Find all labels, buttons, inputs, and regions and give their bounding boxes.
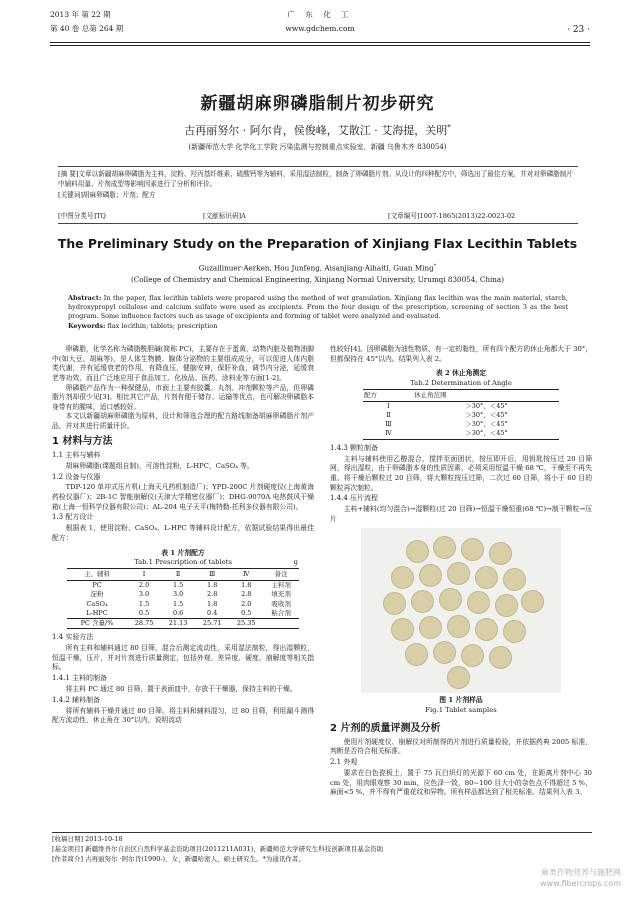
right-column <box>330 345 592 798</box>
section-1-4-4-text: 主料+辅料(均匀混合)→湿颗粒(过 20 目筛)→恒温干燥恒重(68 ℃)→制干颗粒→压片 <box>330 505 592 523</box>
table-cell: PC 含量/% <box>80 618 114 627</box>
tablet-sample <box>406 540 429 563</box>
section-1-3-text: 根据表 1，使用淀粉、CaSO₄、L-HPC 等辅料设计配方，依据试验结果得出最佳配方： <box>52 524 314 542</box>
table-2-caption-cn: 表 2 休止角测定 <box>435 369 487 378</box>
figure-1-caption-en: Fig.1 Tablet samples <box>425 706 497 715</box>
table-cell: 21.13 <box>168 618 188 627</box>
year-issue: 2013 年 第 22 期 <box>50 10 111 19</box>
tablet-sample <box>475 566 498 589</box>
tablet-sample <box>439 588 462 611</box>
tablet-samples-photo <box>361 528 561 693</box>
table-cell: Ⅰ <box>387 401 390 410</box>
table-row <box>67 590 299 599</box>
table-1-header: 备注 <box>274 569 288 578</box>
table-cell: 1.8 <box>241 581 252 590</box>
table-row <box>363 420 559 429</box>
table-cell: ＞30°、＜45° <box>465 429 508 438</box>
table-cell: Ⅱ <box>386 411 391 419</box>
table-row <box>67 609 299 619</box>
section-1-1-text: 胡麻卵磷脂(课题组自制)，可溶性淀粉，L-HPC，CaSO₄ 等。 <box>65 461 254 470</box>
table-cell: 25.35 <box>236 618 256 627</box>
tablet-sample <box>411 590 434 613</box>
watermark-url: www.fibercrops.com <box>540 878 621 888</box>
table-1-header-row <box>67 568 299 580</box>
author-info: [作者简介] 古再丽努尔 ·阿尔肯(1990-)，女，新疆哈密人，硕士研究生。*为通讯作者。 <box>52 854 305 863</box>
document-code: [文献标识码]A <box>203 212 246 220</box>
table-cell: 0.4 <box>207 608 218 617</box>
abstract-bottom-rule <box>58 223 578 224</box>
table-cell: ＞30°、＜45° <box>465 420 508 429</box>
left-column <box>52 345 314 726</box>
table-cell: Ⅳ <box>385 429 392 438</box>
table-2-header: 配方 <box>364 390 377 399</box>
table-2 <box>330 369 592 439</box>
table-cell: CaSO₄ <box>86 599 108 608</box>
table-cell: 主料剂 <box>271 581 291 590</box>
tablet-sample <box>461 644 484 667</box>
table-cell: 1.5 <box>138 599 150 608</box>
english-abstract <box>68 294 568 331</box>
table-cell: 粘合剂 <box>271 608 291 617</box>
abstract-label: Abstract: <box>68 294 102 302</box>
table-cell: ＞30°、＜45° <box>465 411 508 419</box>
intro-paragraph-3: 本文以新疆胡麻卵磷脂为原料，设计和筛选合理的配方路线制备胡麻卵磷脂片剂产品，并对其进行质量评价。 <box>52 412 314 431</box>
abstract-en-text: In the paper, flax lecithin tablets were prepared using the method of wet granulation. Xinjiang flax lecithin was the main material, starch, hydroxypropyl cellulose and calcium sulfate were used as excipients. From the four design of the prescription, screening of section 3 as the best program. Some influence factors such as usage of excipients and forming of tablet were analyzed and evaluated. <box>68 294 568 321</box>
figure-1-caption-cn: 图 1 片剂样品 <box>439 696 483 705</box>
abstract-top-rule <box>58 166 578 167</box>
table-cell: 2.0 <box>138 581 150 590</box>
table-cell: 2.8 <box>207 590 218 599</box>
section-1-4-4-heading: 1.4.4 压片流程 <box>330 494 379 503</box>
section-1-4-2-text: 将所有辅料干燥并通过 80 目筛。将主料和辅料混匀，过 80 目筛，利用漏斗测得配方流动性，休止角在 30°以内，说明流动 <box>52 706 314 725</box>
keywords-en: flax lecithin; tablets; prescription <box>107 321 218 330</box>
tablet-sample <box>467 591 490 614</box>
tablet-sample <box>433 536 456 559</box>
tablet-sample <box>475 618 498 641</box>
table-1 <box>52 549 314 630</box>
table-1-grid <box>67 568 299 629</box>
volume-info: 第 40 卷 总第 264 期 <box>50 24 124 33</box>
table-cell: ＞30°、＜45° <box>465 401 508 410</box>
table-row <box>363 429 559 439</box>
class-number: [中图分类号]TQ <box>58 212 106 220</box>
table-1-header: Ⅰ <box>142 569 146 578</box>
table-cell: 0.6 <box>172 608 184 617</box>
section-1-4-1-text: 将主料 PC 通过 80 目筛，置于表面皿中，存放于干燥器，保持主料的干燥。 <box>65 685 297 693</box>
table-2-caption-en: Tab.2 Determination of Angle <box>410 378 512 387</box>
table-cell: PC <box>92 581 102 590</box>
article-number: [文章编号]1007-1865(2013)22-0023-02 <box>388 212 516 220</box>
section-1-4-heading: 1.4 实验方法 <box>52 633 94 642</box>
table-1-caption-en: Tab.1 Prescription of tablets <box>134 558 232 567</box>
tablet-sample <box>447 562 470 585</box>
section-1-heading: 1 材料与方法 <box>52 435 113 447</box>
intro-paragraph-2: 卵磷脂产品作为一种保健品，市面上主要有胶囊、丸剂、冲剂颗粒等产品，但卵磷脂片剂却很少见[3]。相比其它产品，片剂有便于储存、运输等优点，也可解决卵磷脂本身带有的腥味，适口感较好。 <box>52 383 314 411</box>
tablet-sample <box>489 542 512 565</box>
section-1-4-3-text: 主料与辅料使用乙醇混合，搅拌至面团状，按压即开后，用钥匙按压过 20 目筛网，得出湿粒，由于卵磷脂本身的性质因素，必须采用恒温干燥 68 ℃，干燥至不再失重。将干燥后颗粒过 20 目筛，将大颗粒按压过筛，二次过 60 目筛，将小于 60 目的颗粒再次制粒。 <box>330 454 592 492</box>
table-cell: 3.0 <box>172 590 184 599</box>
table-row <box>363 411 559 420</box>
table-row <box>67 581 299 591</box>
english-affiliation: (College of Chemistry and Chemical Engineering, Xinjiang Normal University, Urumqi 830054, China) <box>130 275 505 284</box>
section-1-1-heading: 1.1 主料与辅料 <box>52 450 101 459</box>
tablet-sample <box>383 592 406 615</box>
table-cell: 1.8 <box>207 581 218 590</box>
table-1-caption-cn: 表 1 片剂配方 <box>161 548 205 557</box>
watermark <box>540 867 621 889</box>
tablet-sample <box>391 566 414 589</box>
table-cell <box>263 618 299 628</box>
abstract-cn-text: [摘 要]文章以新疆胡麻卵磷脂为主料，淀粉、羟丙基纤维素、硫酸钙等为辅料，采用湿法制粒，制备了卵磷脂片剂。从设计的四种配方中，筛选出了最佳方案，并对对卵磷脂制片中辅料用量、片剂成型等影响因素进行了分析和评价。 <box>58 170 573 188</box>
table-1-header: Ⅱ <box>175 569 181 578</box>
section-1-4-1-heading: 1.4.1 主料的制备 <box>52 674 108 683</box>
keywords-label: Keywords: <box>68 321 106 330</box>
received-date: [收稿日期] 2013-10-18 <box>52 835 123 843</box>
section-2-1-heading: 2.1 外观 <box>330 758 358 767</box>
table-cell: 0.5 <box>241 608 252 617</box>
section-1-2-heading: 1.2 设备与仪器 <box>52 472 101 481</box>
table-cell: Ⅲ <box>385 420 392 429</box>
table-2-header: 休止角范围 <box>414 390 447 399</box>
intro-paragraph-1: 卵磷脂，化学名称为磷脂酰胆碱(简称 PC)，主要存在于蛋黄、动物内脏及植物油脚中(如大豆、胡麻等)，是人体生物膜、腺体分泌物的主要组成成分，可以促进人体内脂类代谢，并有延缓衰老的作用，有降血压，健脑安神，保肝补血，调节内分泌，延缓衰老等功效，而且广泛地应用于食品加工、化妆品、医药、涂料业等方面[1-2]。 <box>52 345 314 382</box>
header-rule <box>50 42 590 43</box>
section-1-3-heading: 1.3 配方设计 <box>52 513 94 522</box>
paper-title: 新疆胡麻卵磷脂制片初步研究 <box>200 94 435 114</box>
page-number: · 23 · <box>567 25 590 35</box>
tablet-sample <box>433 641 456 664</box>
table-1-caption-row <box>52 558 314 568</box>
table-cell: 1.5 <box>172 581 184 590</box>
table-1-header: Ⅲ <box>209 569 216 578</box>
table-cell: L-HPC <box>86 608 108 617</box>
table-1-header: Ⅳ <box>242 569 250 578</box>
table-cell: 1.5 <box>172 599 184 608</box>
table-1-footer-row <box>67 618 299 628</box>
section-1-4-3-heading: 1.4.3 颗粒制备 <box>330 443 379 452</box>
table-2-header-row <box>363 389 559 401</box>
table-1-header: 主、辅料 <box>84 569 110 578</box>
tablet-sample <box>405 643 428 666</box>
section-2-1-text: 要求在白色瓷板上，置于 75 瓦白炽灯的光源下 60 cm 处，在距离片剂中心 30 cm 处，用肉眼观察 30 min，应色泽一致，80~100 目大小的杂色点不得超过 5 %，麻面<5 %，并不得有严重花纹和异物。所有样品都达到了相关标准。结果列入表 3。 <box>330 769 592 797</box>
table-cell: 25.71 <box>202 618 222 627</box>
article-footnotes <box>52 832 592 864</box>
table-cell: 淀粉 <box>90 590 104 599</box>
english-title: The Preliminary Study on the Preparation of Xinjiang Flax Lecithin Tablets <box>57 236 578 251</box>
table-cell: 吸收剂 <box>271 599 291 608</box>
journal-name: 广 东 化 工 <box>287 10 353 19</box>
tablet-sample <box>495 594 518 617</box>
english-authors: Guzailinuer·Aerken, Hou Junfeng, Aisanjiang·Aihaiti, Guan Ming* <box>198 263 437 273</box>
tablet-sample <box>447 666 470 689</box>
table-2-grid <box>363 389 559 440</box>
tablet-sample <box>521 590 544 613</box>
table-cell: 28.75 <box>134 618 154 627</box>
paper-authors: 古再丽努尔 · 阿尔肯，侯俊峰，艾散江 · 艾海提，关明* <box>184 123 451 137</box>
corresponding-mark: * <box>447 123 451 132</box>
table-cell: 0.5 <box>138 608 150 617</box>
section-1-4-text: 所有主料和辅料通过 80 目筛，混合后测定流动性，采用湿法制粒，得出湿颗粒，恒温干燥，压片，并对片剂进行质量测定，包括外观、差异度、硬度、崩解度等相关指标。 <box>52 644 314 672</box>
tablet-sample <box>503 620 526 643</box>
fund-info: [基金项目] 新疆维吾尔自治区自然科学基金资助项目(2011211A031)，新疆师范大学研究生科技创新项目基金资助 <box>52 844 384 853</box>
table-cell: 2.8 <box>241 590 252 599</box>
table-cell: 3.0 <box>138 590 150 599</box>
tablet-sample <box>419 564 442 587</box>
watermark-cn: 麻类作物营养与施肥网 <box>541 867 621 877</box>
section-1-2-text: TDP-120 单冲式压片机(上海天凡药机制造厂)；YPD-200C 片剂硬度仪(上海黄海药检仪器厂)；2B-1C 智能崩解仪(天津大学精密仪器厂)；DHG-9070A 电热鼓风干燥箱(上海一恒科学仪器有限公司)；AL-204 电子天平(梅特勒-托利多仪器有限公司)。 <box>52 483 314 511</box>
table-1-unit: g <box>293 558 298 567</box>
table-row <box>363 401 559 411</box>
affiliation: (新疆师范大学 化学化工学院 污染监测与控制重点实验室，新疆 乌鲁木齐 830054) <box>188 143 447 151</box>
tablet-sample <box>447 615 470 638</box>
table-cell: 2.0 <box>241 599 252 608</box>
section-2-text: 使用片剂硬度仪、崩解仪对所制得的片剂进行质量检验，并依据药典 2005 标准，判断是否符合相关标准。 <box>330 737 592 756</box>
tablet-sample <box>503 568 526 591</box>
tablet-sample <box>419 616 442 639</box>
section-2-heading: 2 片剂的质量评测及分析 <box>330 722 441 734</box>
table-cell: 填充剂 <box>271 590 291 599</box>
section-1-4-2-heading: 1.4.2 辅料制备 <box>52 695 101 704</box>
table-cell: 1.8 <box>207 599 218 608</box>
journal-website[interactable]: www.gdchem.com <box>285 24 355 33</box>
header-rule-thin <box>50 45 590 46</box>
tablet-sample <box>489 646 512 669</box>
keywords-cn: [关键词]胡麻卵磷脂；片剂；配方 <box>58 191 156 200</box>
tablet-sample <box>391 618 414 641</box>
tablet-sample <box>461 538 484 561</box>
table-row <box>67 600 299 609</box>
abstract-cn <box>58 170 578 203</box>
continued-paragraph: 性较好[4]。因卵磷脂为油性物质，有一定的黏性，所有四个配方的休止角都大于 30°，但都保持在 45°以内。结果列入表 2。 <box>330 345 592 363</box>
